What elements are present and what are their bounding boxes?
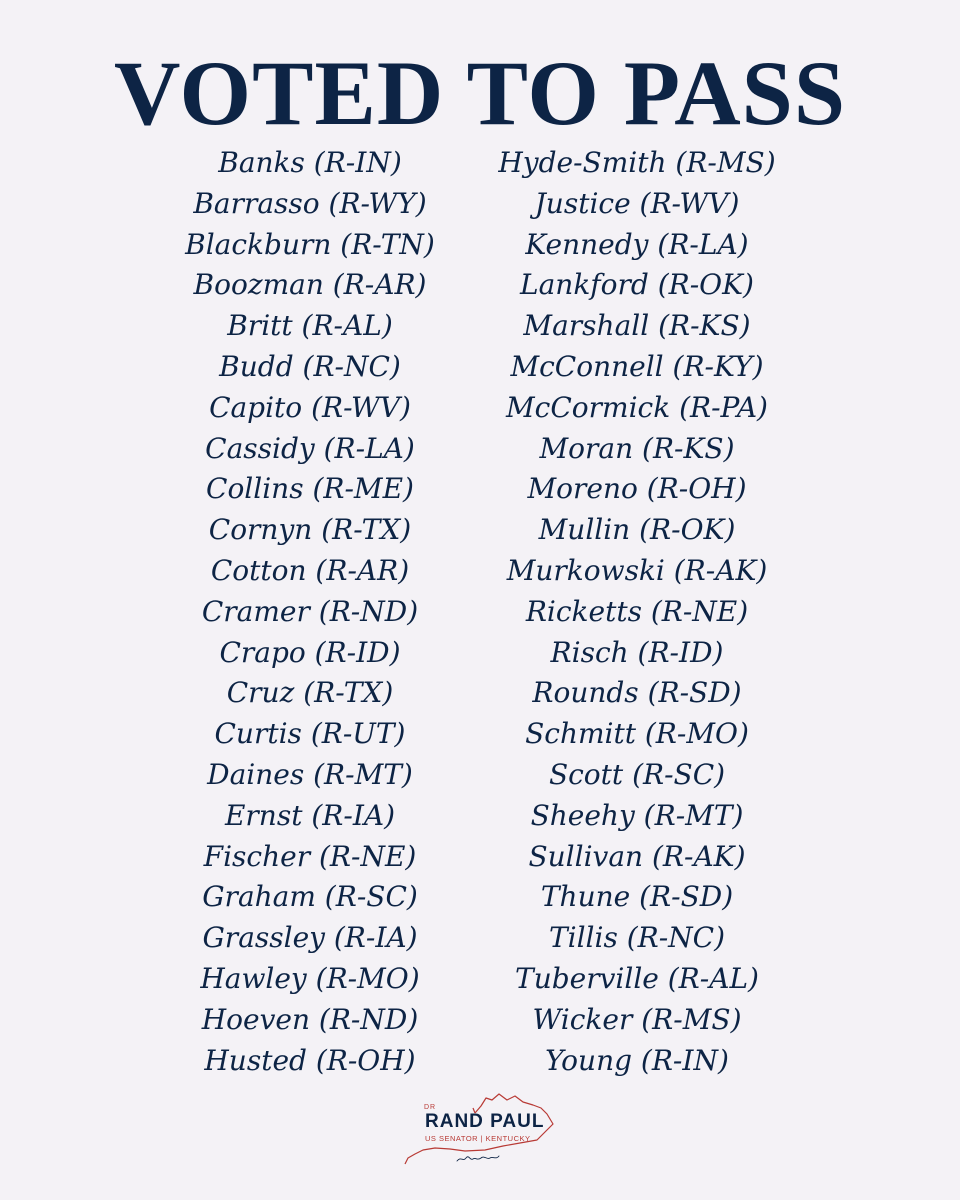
- senator-entry: Young (R-IN): [545, 1043, 729, 1077]
- senator-entry: McConnell (R-KY): [510, 349, 764, 383]
- senator-entry: Banks (R-IN): [218, 146, 402, 179]
- senator-entry: Schmitt (R-MO): [525, 717, 749, 751]
- senator-entry: McCormick (R-PA): [506, 390, 768, 424]
- senator-entry: Murkowski (R-AK): [506, 553, 768, 587]
- senator-entry: Blackburn (R-TN): [185, 227, 435, 261]
- rand-paul-logo: [395, 1088, 565, 1168]
- senator-entry: Graham (R-SC): [202, 880, 418, 914]
- senator-entry: Hoeven (R-ND): [201, 1002, 419, 1036]
- senator-entry: Risch (R-ID): [550, 635, 724, 669]
- senator-entry: Lankford (R-OK): [520, 268, 754, 302]
- senator-entry: Hawley (R-MO): [200, 961, 420, 995]
- senator-entry: Cornyn (R-TX): [208, 513, 412, 547]
- page-title: VOTED TO PASS: [113, 42, 847, 144]
- senator-entry: Scott (R-SC): [548, 757, 726, 791]
- senator-entry: Cruz (R-TX): [226, 676, 394, 710]
- senator-entry: Marshall (R-KS): [523, 309, 751, 343]
- senator-entry: Moreno (R-OH): [527, 472, 747, 506]
- senator-entry: Tuberville (R-AL): [515, 961, 759, 995]
- senator-entry: Ricketts (R-NE): [525, 594, 749, 628]
- senator-entry: Mullin (R-OK): [538, 513, 736, 547]
- senator-entry: Boozman (R-AR): [193, 268, 427, 302]
- senator-entry: Cramer (R-ND): [201, 594, 419, 628]
- senator-entry: Wicker (R-MS): [532, 1002, 742, 1036]
- senator-entry: Cotton (R-AR): [210, 553, 410, 587]
- senator-entry: Curtis (R-UT): [214, 717, 406, 751]
- senator-entry: Crapo (R-ID): [219, 635, 401, 669]
- senator-entry: Ernst (R-IA): [224, 798, 396, 832]
- senator-entry: Kennedy (R-LA): [525, 227, 749, 261]
- senator-entry: Britt (R-AL): [227, 309, 393, 343]
- senator-entry: Collins (R-ME): [206, 472, 414, 506]
- senator-entry: Sullivan (R-AK): [528, 839, 746, 873]
- senator-entry: Grassley (R-IA): [202, 921, 418, 955]
- senator-entry: Daines (R-MT): [207, 757, 413, 791]
- senator-entry: Tillis (R-NC): [548, 921, 726, 955]
- senator-entry: Cassidy (R-LA): [205, 431, 415, 465]
- senator-entry: Budd (R-NC): [219, 349, 401, 383]
- logo-subtitle: US SENATOR | KENTUCKY: [425, 1134, 531, 1143]
- logo-prefix: DR: [424, 1104, 437, 1111]
- senator-entry: Sheehy (R-MT): [530, 798, 744, 832]
- senator-list-right: [482, 143, 792, 1081]
- senator-entry: Justice (R-WV): [534, 186, 740, 220]
- logo-name: RAND PAUL: [425, 1111, 545, 1132]
- senator-entry: Husted (R-OH): [204, 1043, 416, 1077]
- senator-entry: Rounds (R-SD): [532, 676, 742, 710]
- senator-entry: Thune (R-SD): [540, 880, 734, 914]
- senator-entry: Barrasso (R-WY): [193, 186, 427, 220]
- senator-entry: Fischer (R-NE): [203, 839, 417, 873]
- senator-entry: Capito (R-WV): [209, 390, 411, 424]
- senator-list-left: [160, 143, 460, 1081]
- senator-entry: Hyde-Smith (R-MS): [498, 146, 776, 179]
- senator-entry: Moran (R-KS): [539, 431, 735, 465]
